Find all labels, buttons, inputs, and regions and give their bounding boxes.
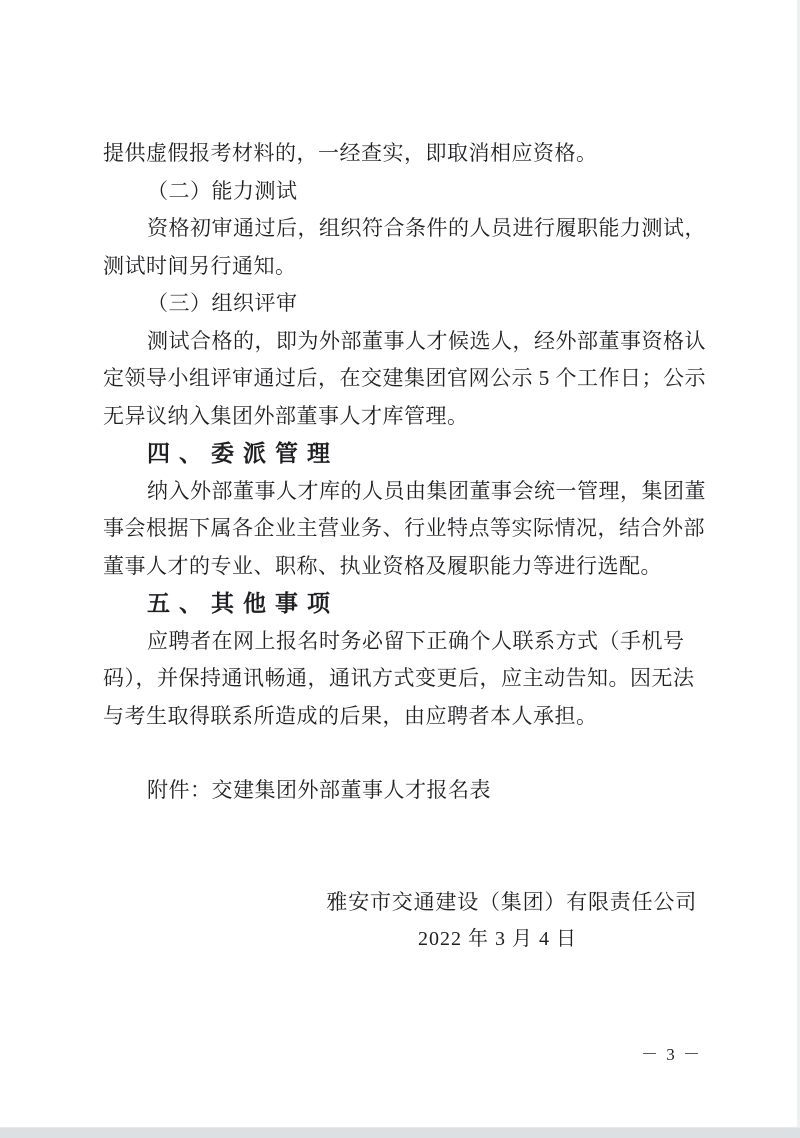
text-line: 测试时间另行通知。	[103, 253, 297, 278]
text-line: 提供虚假报考材料的，一经查实，即取消相应资格。	[103, 141, 598, 165]
page-number: － 3 －	[641, 1045, 702, 1064]
signature-date: 2022 年 3 月 4 日	[418, 928, 577, 950]
text-line: 五、其他事项	[147, 590, 339, 616]
text-line: 事会根据下属各企业主营业务、行业特点等实际情况，结合外部	[103, 516, 705, 540]
text-line: 纳入外部董事人才库的人员由集团董事会统一管理，集团董	[147, 478, 706, 503]
text-line: 码），并保持通讯畅通，通讯方式变更后，应主动告知。因无法	[103, 666, 695, 690]
text-line: 与考生取得联系所造成的后果，由应聘者本人承担。	[103, 703, 598, 728]
text-line: 资格初审通过后，组织符合条件的人员进行履职能力测试，	[147, 216, 706, 240]
attachment-line: 附件：交建集团外部董事人才报名表	[147, 778, 491, 802]
text-line: （三）组织评审	[147, 291, 298, 315]
text-line: 应聘者在网上报名时务必留下正确个人联系方式（手机号	[147, 628, 685, 653]
document-body	[103, 135, 713, 735]
text-line: 测试合格的，即为外部董事人才候选人，经外部董事资格认	[147, 328, 706, 353]
text-line: 定领导小组评审通过后，在交建集团官网公示 5 个工作日；公示	[103, 366, 706, 390]
text-line: 四、委派管理	[147, 440, 339, 466]
footer-bar	[0, 1127, 800, 1138]
signature-company: 雅安市交通建设（集团）有限责任公司	[326, 890, 697, 914]
text-line: 董事人才的专业、职称、执业资格及履职能力等进行选配。	[103, 553, 662, 578]
text-line: （二）能力测试	[147, 178, 298, 203]
text-line: 无异议纳入集团外部董事人才库管理。	[103, 403, 469, 428]
